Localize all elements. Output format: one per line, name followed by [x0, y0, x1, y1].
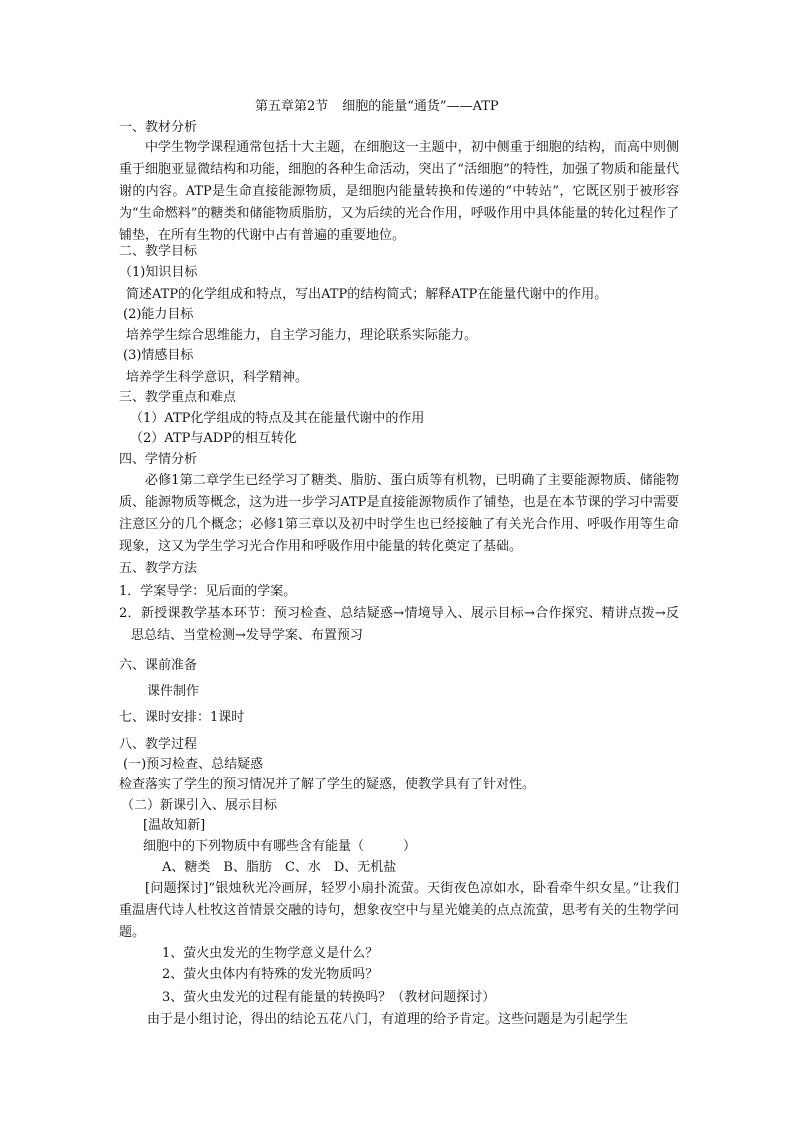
- heading-material-analysis: 一、教材分析: [119, 120, 198, 135]
- heading-key-points: 三、教学重点和难点: [119, 390, 237, 405]
- key-point-item-2: （2）ATP与ADP的相互转化: [130, 431, 297, 446]
- process-part-1-text: 检查落实了学生的预习情况并了解了学生的疑惑，使教学具有了针对性。: [119, 777, 536, 792]
- heading-learner-analysis: 四、学情分析: [119, 452, 198, 467]
- heading-teaching-process: 八、教学过程: [119, 737, 198, 752]
- material-analysis-paragraph: 中学生物学课程通常包括十大主题，在细胞这一主题中，初中侧重于细胞的结构，而高中则侧重于细胞亚显微结构和功能，细胞的各种生命活动，突出了“活细胞”的特性，加强了物质和能量代谢的内容。ATP是生命直接能源物质，是细胞内能量转换和传递的“中转站”，它既区别于被形容为“生命燃料”的糖类和储能物质脂肪，又为后续的光合作用，呼吸作用中具体能量的转化过程作了铺垫，在所有生物的代谢中占有普遍的重要地位。: [119, 140, 679, 243]
- review-tag: [温故知新]: [143, 818, 206, 833]
- heading-schedule: 七、课时安排：1课时: [119, 710, 245, 725]
- exploration-question-3: 3、萤火虫发光的过程有能量的转换吗？（教材问题探讨）: [162, 990, 496, 1005]
- exploration-question-2: 2、萤火虫体内有特殊的发光物质吗？: [162, 967, 379, 982]
- page-title: [255, 99, 499, 115]
- ability-objective-label: (2)能力目标: [123, 307, 194, 322]
- knowledge-objective-text: 简述ATP的化学组成和特点，写出ATP的结构简式；解释ATP在能量代谢中的作用。: [126, 287, 608, 302]
- preparation-text: 课件制作: [147, 684, 200, 699]
- knowledge-objective-label: （1)知识目标: [119, 265, 198, 280]
- review-options: A、糖类 B、脂肪 C、水 D、无机盐: [162, 860, 397, 875]
- process-part-2-title: （二）新课引入、展示目标: [121, 798, 278, 813]
- heading-preparation: 六、课前准备: [119, 658, 198, 673]
- problem-exploration-paragraph: [问题探讨]“银烛秋光冷画屏，轻罗小扇扑流萤。天街夜色凉如水，卧看牵牛织女星。”让我们重温唐代诗人杜牧这首情景交融的诗句，想象夜空中与星光媲美的点点流萤，思考有关的生物学问题。: [119, 881, 679, 940]
- exploration-question-1: 1、萤火虫发光的生物学意义是什么？: [162, 946, 379, 961]
- key-point-item-1: （1）ATP化学组成的特点及其在能量代谢中的作用: [130, 411, 425, 426]
- method-item-2: 2．新授课教学基本环节：预习检查、总结疑惑→情境导入、展示目标→合作探究、精讲点拨→反思总结、当堂检测→发导学案、布置预习: [119, 606, 679, 643]
- emotion-objective-text: 培养学生科学意识，科学精神。: [126, 370, 309, 385]
- title-chapter: 第五章第2节: [255, 99, 329, 114]
- emotion-objective-label: (3)情感目标: [123, 348, 194, 363]
- heading-teaching-methods: 五、教学方法: [119, 561, 198, 576]
- discussion-text: 由于是小组讨论，得出的结论五花八门，有道理的给予肯定。这些问题是为引起学生: [147, 1012, 629, 1027]
- review-question: 细胞中的下列物质中有哪些含有能量（ ）: [143, 839, 417, 854]
- heading-teaching-objectives: 二、教学目标: [119, 244, 198, 259]
- process-part-1-title: (一)预习检查、总结疑惑: [123, 757, 264, 772]
- title-topic: 细胞的能量“通货”——ATP: [342, 99, 499, 114]
- ability-objective-text: 培养学生综合思维能力，自主学习能力，理论联系实际能力。: [126, 328, 478, 343]
- learner-analysis-paragraph: 必修1第二章学生已经学习了糖类、脂肪、蛋白质等有机物，已明确了主要能源物质、储能物质、能源物质等概念，这为进一步学习ATP是直接能源物质作了铺垫，也是在本节课的学习中需要注意区分的几个概念；必修1第三章以及初中时学生也已经接触了有关光合作用、呼吸作用等生命现象，这又为学生学习光合作用和呼吸作用中能量的转化奠定了基础。: [119, 473, 679, 554]
- method-item-1: 1．学案导学：见后面的学案。: [119, 584, 297, 599]
